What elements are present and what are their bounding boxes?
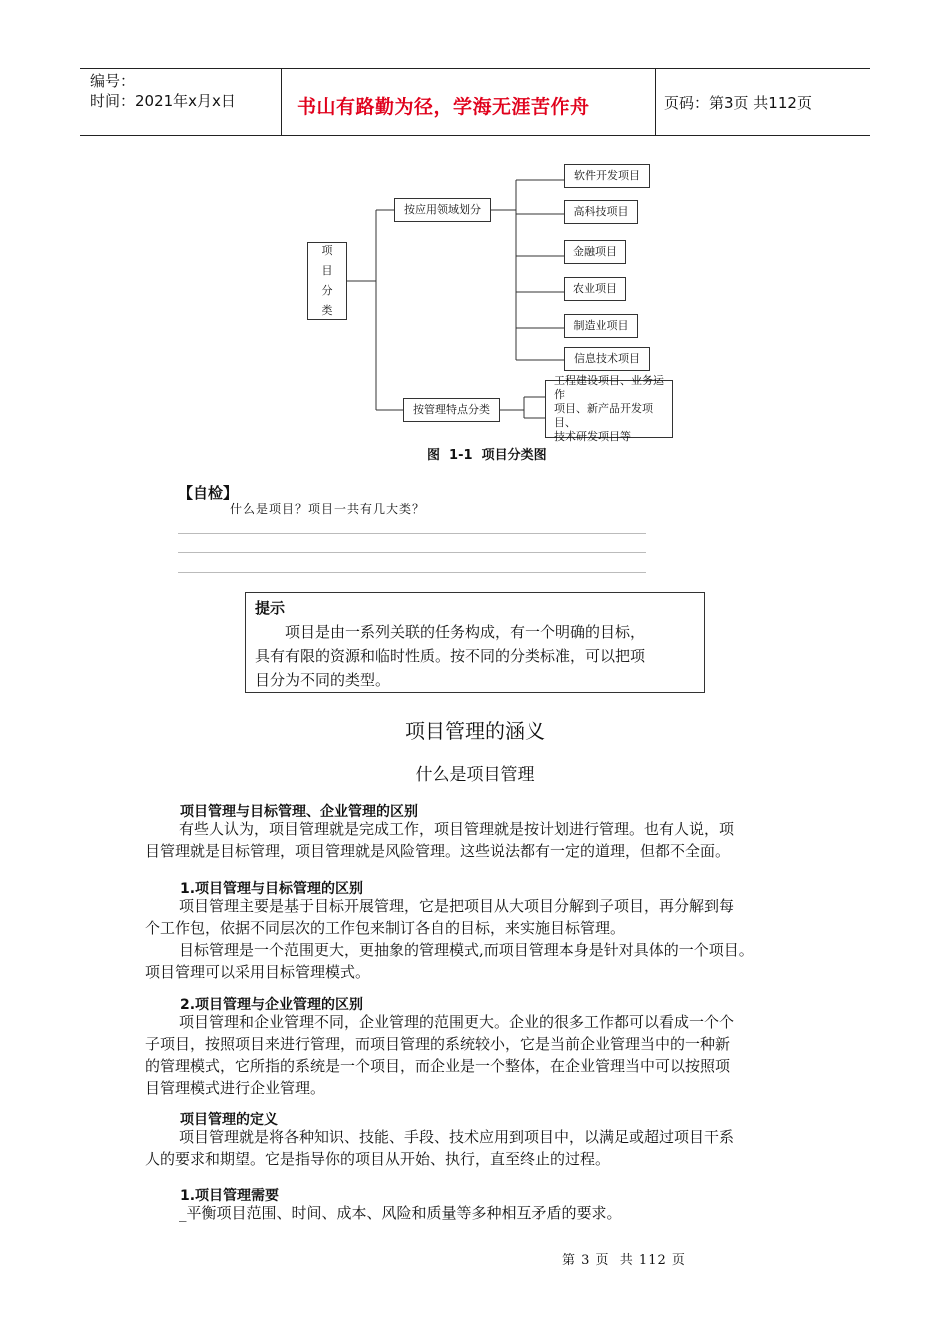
header-page-info: 页码：第3页 共112页 [664, 94, 812, 112]
paragraph-line: 项目管理可以采用目标管理模式。 [145, 963, 371, 981]
answer-line [178, 533, 646, 534]
management-line: 技术研发项目等 [554, 430, 631, 443]
paragraph [145, 1011, 785, 1099]
tip-line: 项目是由一系列关联的任务构成，有一个明确的目标， [285, 623, 646, 641]
root-char: 分 [321, 284, 333, 297]
branch-node-application: 按应用领域划分 [394, 198, 491, 222]
self-check-question: 什么是项目？项目一共有几大类？ [230, 502, 426, 516]
figure-caption: 图 1-1 项目分类图 [427, 448, 547, 463]
paragraph-line: 项目管理主要是基于目标开展管理，它是把项目从大项目分解到子项目，再分解到每 [179, 897, 735, 915]
page-footer: 第 3 页 共 112 页 [562, 1253, 686, 1268]
leaf-node-software: 软件开发项目 [564, 164, 650, 188]
section-title: 1.项目管理需要 [180, 1188, 280, 1204]
leaf-node-management-types [545, 374, 673, 443]
paragraph [145, 895, 785, 983]
leaf-node-high-tech: 高科技项目 [564, 200, 638, 224]
leaf-node-information-tech: 信息技术项目 [564, 347, 650, 371]
leaf-node-agriculture: 农业项目 [564, 277, 626, 301]
section-title: 1.项目管理与目标管理的区别 [180, 881, 364, 897]
leaf-node-finance: 金融项目 [564, 240, 626, 264]
tip-body [255, 620, 695, 692]
paragraph-line: 的管理模式，它所指的系统是一个项目，而企业是一个整体，在企业管理当中可以按照项 [145, 1057, 731, 1075]
self-check-title: 【自检】 [178, 484, 239, 502]
header-number-label: 编号： [90, 72, 136, 90]
root-char: 项 [321, 244, 333, 257]
section-title: 项目管理与目标管理、企业管理的区别 [180, 804, 418, 820]
paragraph-line: _平衡项目范围、时间、成本、风险和质量等多种相互矛盾的要求。 [179, 1204, 622, 1222]
section-title: 2.项目管理与企业管理的区别 [180, 997, 364, 1013]
paragraph-line: 目标管理是一个范围更大，更抽象的管理模式,而项目管理本身是针对具体的一个项目。 [179, 941, 754, 959]
tip-line: 目分为不同的类型。 [255, 671, 391, 689]
paragraph [145, 818, 785, 862]
management-line: 工程建设项目、业务运作 [554, 374, 664, 401]
paragraph-line: 有些人认为，项目管理就是完成工作，项目管理就是按计划进行管理。也有人说，项 [179, 820, 735, 838]
paragraph-line: 项目管理就是将各种知识、技能、手段、技术应用到项目中，以满足或超过项目干系 [179, 1128, 735, 1146]
paragraph-line: 子项目，按照项目来进行管理，而项目管理的系统较小，它是当前企业管理当中的一种新 [145, 1035, 731, 1053]
paragraph-line: 项目管理和企业管理不同，企业管理的范围更大。企业的很多工作都可以看成一个个 [179, 1013, 735, 1031]
paragraph-line: 目管理模式进行企业管理。 [145, 1079, 326, 1097]
management-line: 项目、新产品开发项目、 [554, 402, 653, 429]
paragraph-line: 人的要求和期望。它是指导你的项目从开始、执行，直至终止的过程。 [145, 1150, 611, 1168]
branch-node-management: 按管理特点分类 [403, 398, 500, 422]
subsection-heading: 什么是项目管理 [415, 765, 535, 785]
tip-box [245, 592, 705, 693]
tip-line: 具有有限的资源和临时性质。按不同的分类标准，可以把项 [255, 647, 646, 665]
section-heading: 项目管理的涵义 [405, 719, 545, 743]
answer-line [178, 552, 646, 553]
root-node-project-classification [307, 242, 347, 320]
root-char: 目 [321, 264, 333, 277]
header-time-label: 时间：2021年x月x日 [90, 92, 236, 110]
paragraph-line: 个工作包，依据不同层次的工作包来制订各自的目标，来实施目标管理。 [145, 919, 626, 937]
answer-line [178, 572, 646, 573]
paragraph-line: 目管理就是目标管理，项目管理就是风险管理。这些说法都有一定的道理，但都不全面。 [145, 842, 731, 860]
leaf-node-manufacturing: 制造业项目 [564, 314, 638, 338]
section-title: 项目管理的定义 [180, 1112, 278, 1128]
tip-title: 提示 [255, 599, 286, 617]
paragraph [145, 1202, 785, 1224]
root-char: 类 [321, 304, 333, 317]
header-slogan: 书山有路勤为径，学海无涯苦作舟 [297, 96, 590, 118]
paragraph [145, 1126, 785, 1170]
